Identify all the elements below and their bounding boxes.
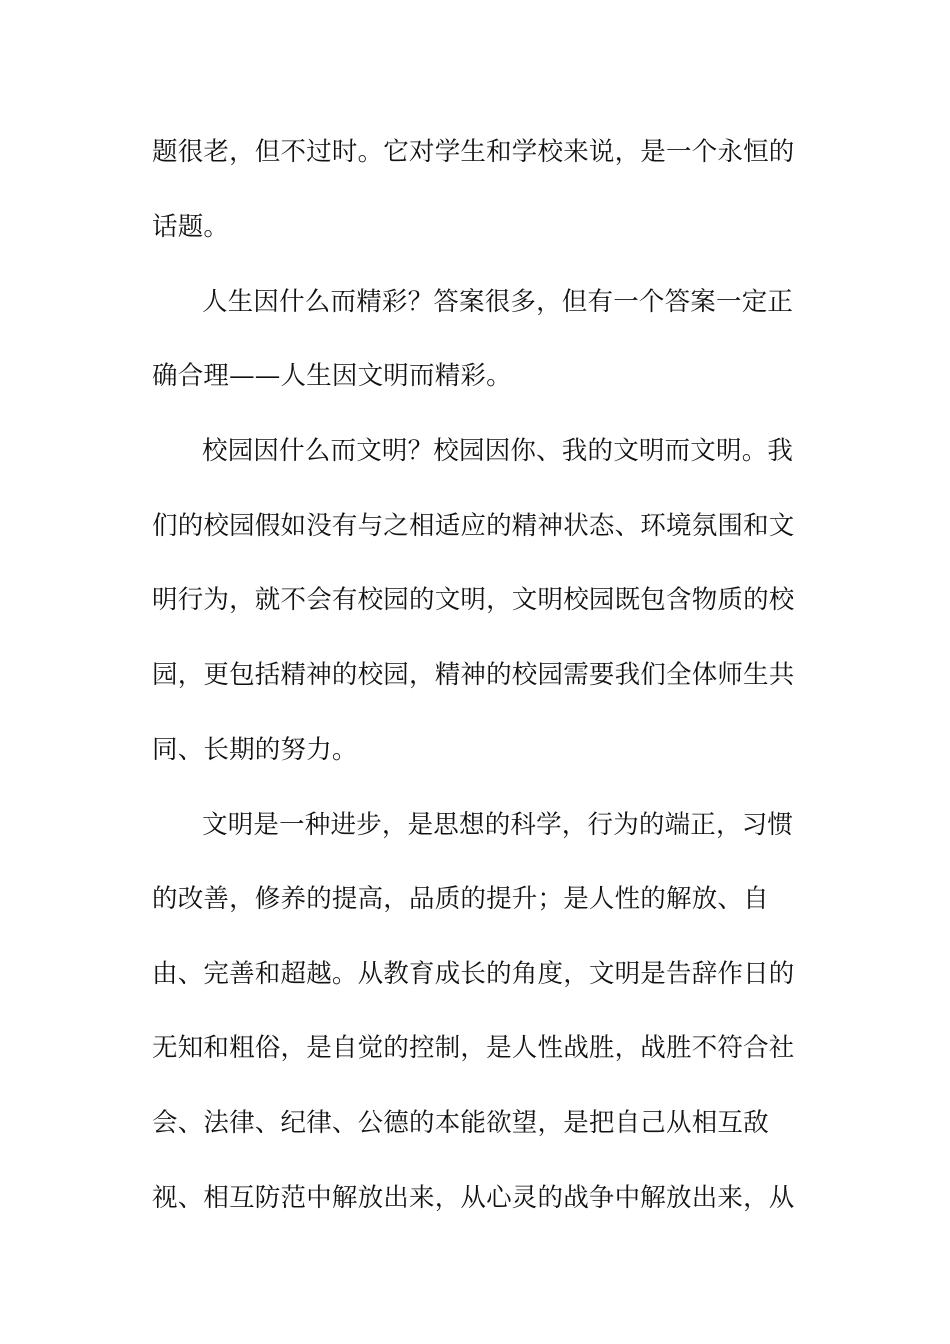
text-line: 无知和粗俗，是自觉的控制，是人性战胜，战胜不符合社 — [152, 1033, 795, 1063]
paragraph-first-line: 人生因什么而精彩？答案很多，但有一个答案一定正 — [202, 287, 794, 317]
text-line: 确合理——人生因文明而精彩。 — [152, 361, 512, 391]
text-line: 的改善，修养的提高，品质的提升；是人性的解放、自 — [152, 884, 769, 914]
text-line: 们的校园假如没有与之相适应的精神状态、环境氛围和文 — [152, 511, 795, 541]
text-line: 由、完善和超越。从教育成长的角度，文明是告辞作日的 — [152, 959, 795, 989]
text-line: 题很老，但不过时。它对学生和学校来说，是一个永恒的 — [152, 137, 795, 167]
text-line: 同、长期的努力。 — [152, 735, 358, 765]
text-line: 明行为，就不会有校园的文明，文明校园既包含物质的校 — [152, 585, 795, 615]
text-line: 话题。 — [152, 212, 230, 242]
text-line: 园，更包括精神的校园，精神的校园需要我们全体师生共 — [152, 660, 795, 690]
paragraph-first-line: 文明是一种进步，是思想的科学，行为的端正，习惯 — [202, 810, 794, 840]
paragraph-first-line: 校园因什么而文明？校园因你、我的文明而文明。我 — [202, 436, 794, 466]
text-line: 视、相互防范中解放出来，从心灵的战争中解放出来，从 — [152, 1183, 795, 1213]
text-line: 会、法律、纪律、公德的本能欲望，是把自己从相互敌 — [152, 1108, 769, 1138]
